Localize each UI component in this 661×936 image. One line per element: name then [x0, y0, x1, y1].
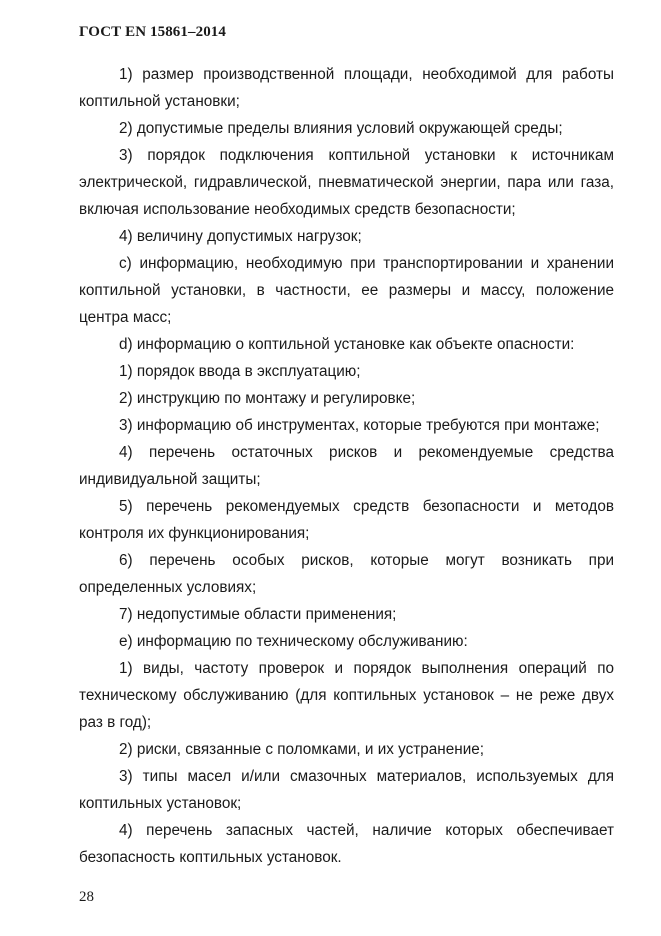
- paragraph: 1) размер производственной площади, необходимой для работы коптильной установки;: [79, 66, 614, 110]
- paragraph: 4) перечень остаточных рисков и рекомендуемые средства индивидуальной защиты;: [79, 444, 614, 488]
- paragraph: 5) перечень рекомендуемых средств безопасности и методов контроля их функционирования;: [79, 498, 614, 542]
- paragraph: 2) риски, связанные с поломками, и их устранение;: [119, 741, 485, 758]
- paragraph: 2) инструкцию по монтажу и регулировке;: [119, 390, 416, 407]
- paragraph: 4) величину допустимых нагрузок;: [119, 228, 362, 245]
- paragraph: 3) информацию об инструментах, которые требуются при монтаже;: [119, 417, 600, 434]
- paragraph: 3) порядок подключения коптильной установки к источникам электрической, гидравлической, пневматической энергии, пара или газа, включая использование необходимых средств безопасности;: [79, 147, 614, 218]
- paragraph: c) информацию, необходимую при транспортировании и хранении коптильной установки, в частности, ее размеры и массу, положение центра масс;: [79, 255, 614, 326]
- paragraph: 1) виды, частоту проверок и порядок выполнения операций по техническому обслуживанию (для коптильных установок – не реже двух раз в год);: [79, 660, 614, 731]
- paragraph: 7) недопустимые области применения;: [119, 606, 397, 623]
- paragraph: 2) допустимые пределы влияния условий окружающей среды;: [119, 120, 563, 137]
- document-body: [79, 61, 614, 871]
- paragraph: 3) типы масел и/или смазочных материалов, используемых для коптильных установок;: [79, 768, 614, 812]
- document-header: ГОСТ EN 15861–2014: [79, 24, 226, 40]
- paragraph: 6) перечень особых рисков, которые могут возникать при определенных условиях;: [79, 552, 614, 596]
- paragraph: d) информацию о коптильной установке как объекте опасности:: [119, 336, 575, 353]
- paragraph: 1) порядок ввода в эксплуатацию;: [119, 363, 361, 380]
- paragraph: 4) перечень запасных частей, наличие которых обеспечивает безопасность коптильных установок.: [79, 822, 614, 866]
- page-number: 28: [79, 889, 94, 905]
- paragraph: e) информацию по техническому обслуживанию:: [119, 633, 468, 650]
